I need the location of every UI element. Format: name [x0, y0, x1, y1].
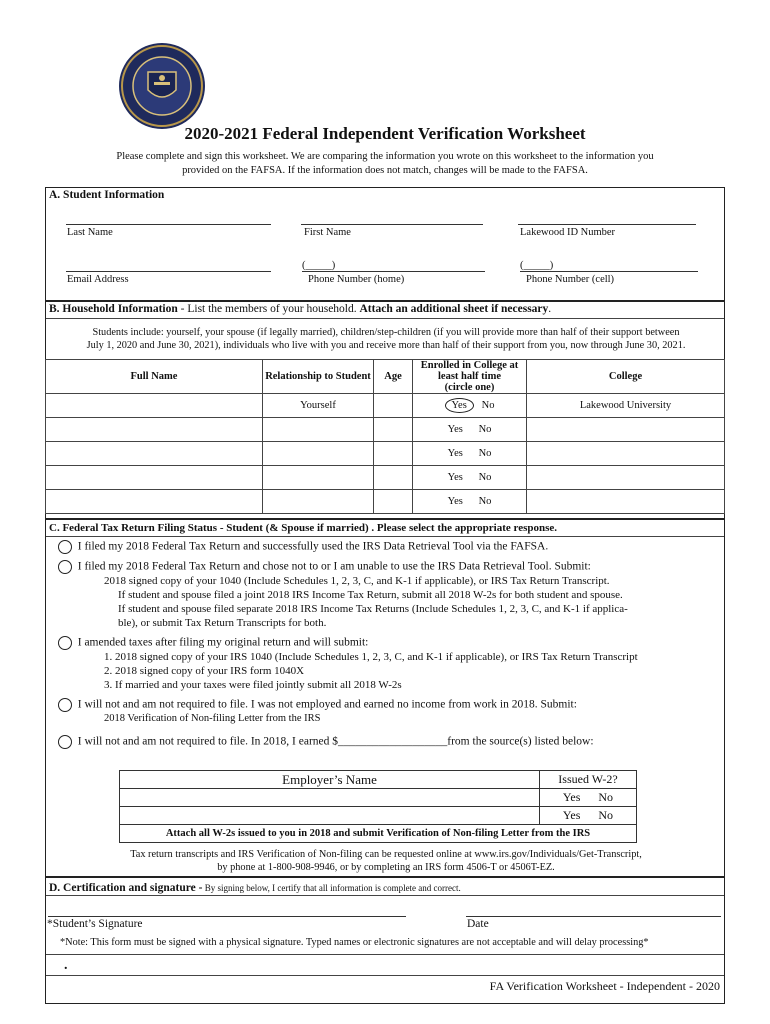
phone-cell-area: (_____) — [520, 260, 554, 271]
radio-drt[interactable] — [58, 540, 72, 554]
yes-option[interactable]: Yes — [447, 448, 463, 459]
household-row — [46, 490, 725, 514]
attach-w2-note: Attach all W-2s issued to you in 2018 and submit Verification of Non-filing Letter from the IRS — [120, 825, 637, 843]
col-age: Age — [374, 360, 413, 394]
first-name-label: First Name — [304, 227, 351, 238]
household-table — [45, 359, 725, 514]
employer-header: Employer’s Name — [120, 771, 540, 789]
opt3-detail-1: 1. 2018 signed copy of your IRS 1040 (Include Schedules 1, 2, 3, C, and K-1 if applicable), or IRS Tax Return Transcript — [104, 651, 638, 663]
household-row — [46, 466, 725, 490]
yes-option[interactable]: Yes — [562, 790, 581, 804]
page-title: 2020-2021 Federal Independent Verification Worksheet — [184, 124, 586, 143]
college-cell[interactable] — [527, 442, 725, 466]
option-not-employed: I will not and am not required to file. I was not employed and earned no income from work in 2018. Submit: — [58, 698, 577, 712]
transcript-note: Tax return transcripts and IRS Verification of Non-filing can be requested online at www.irs.gov/Individuals/Get-Transcript, by phone at 1-800-908-9946, or by completing an IRS form 4506-T or 4506T-EZ. — [130, 849, 642, 873]
household-row — [46, 394, 725, 418]
radio-amended[interactable] — [58, 636, 72, 650]
w2-header: Issued W-2? — [540, 771, 637, 789]
radio-earned[interactable] — [58, 735, 72, 749]
phone-home-area: (_____) — [302, 260, 336, 271]
no-option[interactable]: No — [478, 424, 492, 435]
household-note: Students include: yourself, your spouse (if legally married), children/step-children (if you will provide more than half of their support between July 1, 2020 and June 30, 2021), individuals who live with you and receive more than half of their support from you, now through June 30, 2021. — [86, 327, 686, 351]
signature-note: *Note: This form must be signed with a physical signature. Typed names or electronic signatures are not acceptable and will delay processing* — [60, 937, 649, 948]
opt3-detail-3: 3. If married and your taxes were filed jointly submit all 2018 W-2s — [104, 679, 402, 691]
col-full-name: Full Name — [46, 360, 263, 394]
college-cell[interactable] — [527, 418, 725, 442]
no-option[interactable]: No — [598, 808, 614, 822]
enrolled-cell — [413, 442, 527, 466]
phone-cell-label: Phone Number (cell) — [526, 274, 615, 285]
w2-cell — [540, 807, 637, 825]
opt2-detail-1: 2018 signed copy of your 1040 (Include Schedules 1, 2, 3, C, and K-1 if applicable), or IRS Tax Return Transcript. — [104, 575, 610, 587]
household-row — [46, 418, 725, 442]
section-c-heading: C. Federal Tax Return Filing Status - Student (& Spouse if married) . Please select the appropriate response. — [49, 522, 558, 534]
relationship-cell[interactable] — [263, 442, 374, 466]
opt2-detail-2: If student and spouse filed a joint 2018 IRS Income Tax Return, submit all 2018 W-2s for both student and spouse. — [118, 589, 623, 601]
college-cell: Lakewood University — [527, 394, 725, 418]
section-a — [45, 187, 725, 301]
option-filed-no-drt: I filed my 2018 Federal Tax Return and chose not to or I am unable to use the IRS Data Retrieval Tool. Submit: — [58, 560, 591, 574]
name-cell[interactable] — [46, 490, 263, 514]
enrolled-cell — [413, 490, 527, 514]
col-enrolled: Enrolled in College at least half time (circle one) — [413, 360, 527, 394]
name-cell[interactable] — [46, 442, 263, 466]
age-cell[interactable] — [374, 466, 413, 490]
age-cell[interactable] — [374, 418, 413, 442]
relationship-cell[interactable] — [263, 490, 374, 514]
no-option[interactable]: No — [481, 400, 495, 411]
employer-row — [120, 807, 637, 825]
university-seal-logo — [118, 42, 206, 130]
section-b-heading: B. Household Information - List the members of your household. Attach an additional sheet if necessary. — [49, 303, 552, 315]
college-cell[interactable] — [527, 490, 725, 514]
age-cell[interactable] — [374, 442, 413, 466]
yes-option[interactable]: Yes — [447, 472, 463, 483]
section-c — [45, 519, 725, 877]
email-label: Email Address — [67, 274, 129, 285]
household-row — [46, 442, 725, 466]
employer-cell[interactable] — [120, 807, 540, 825]
yes-option[interactable]: Yes — [562, 808, 581, 822]
intro-text: Please complete and sign this worksheet. We are comparing the information you wrote on this worksheet to the information you provided on the FAFSA. If the information does not match, changes will be made to the FAFSA. — [116, 151, 654, 176]
option-amended: I amended taxes after filing my original return and will submit: — [58, 636, 368, 650]
employer-row — [120, 789, 637, 807]
opt4-detail: 2018 Verification of Non-filing Letter from the IRS — [104, 713, 321, 724]
age-cell[interactable] — [374, 490, 413, 514]
enrolled-cell — [413, 394, 527, 418]
option-earned: I will not and am not required to file. In 2018, I earned $___________________from the source(s) listed below: — [58, 735, 594, 749]
radio-not-employed[interactable] — [58, 698, 72, 712]
phone-home-label: Phone Number (home) — [308, 274, 405, 285]
no-option[interactable]: No — [478, 472, 492, 483]
section-b — [45, 301, 725, 519]
signature-label: *Student’s Signature — [47, 918, 143, 930]
name-cell[interactable] — [46, 418, 263, 442]
no-option[interactable]: No — [598, 790, 614, 804]
yes-option[interactable]: Yes — [445, 398, 474, 413]
section-d-heading: D. Certification and signature - By signing below, I certify that all information is complete and correct. — [49, 882, 461, 894]
yes-option[interactable]: Yes — [447, 424, 463, 435]
age-cell[interactable] — [374, 394, 413, 418]
date-label: Date — [467, 918, 489, 930]
col-relationship: Relationship to Student — [263, 360, 374, 394]
id-number-label: Lakewood ID Number — [520, 227, 616, 238]
radio-filed-no-drt[interactable] — [58, 560, 72, 574]
option-drt: I filed my 2018 Federal Tax Return and successfully used the IRS Data Retrieval Tool via the FAFSA. — [58, 540, 548, 554]
relationship-cell[interactable] — [263, 466, 374, 490]
relationship-cell: Yourself — [263, 394, 374, 418]
college-cell[interactable] — [527, 466, 725, 490]
no-option[interactable]: No — [478, 448, 492, 459]
section-d — [45, 877, 725, 1004]
employer-cell[interactable] — [120, 789, 540, 807]
col-college: College — [527, 360, 725, 394]
footer-label: FA Verification Worksheet - Independent - 2020 — [489, 979, 720, 993]
relationship-cell[interactable] — [263, 418, 374, 442]
opt2-detail-4: ble), or submit Tax Return Transcripts for both. — [118, 617, 327, 629]
section-a-heading: A. Student Information — [49, 189, 165, 201]
name-cell[interactable] — [46, 466, 263, 490]
opt3-detail-2: 2. 2018 signed copy of your IRS form 1040X — [104, 665, 305, 677]
last-name-label: Last Name — [67, 227, 113, 238]
name-cell[interactable] — [46, 394, 263, 418]
yes-option[interactable]: Yes — [447, 496, 463, 507]
no-option[interactable]: No — [478, 496, 492, 507]
enrolled-cell — [413, 418, 527, 442]
opt2-detail-3: If student and spouse filed separate 2018 IRS Income Tax Returns (Include Schedules 1, 2, 3, C, and K-1 if applica- — [118, 603, 628, 615]
dot-mark: . — [64, 958, 68, 973]
employer-table — [119, 770, 637, 843]
w2-cell — [540, 789, 637, 807]
enrolled-cell — [413, 466, 527, 490]
